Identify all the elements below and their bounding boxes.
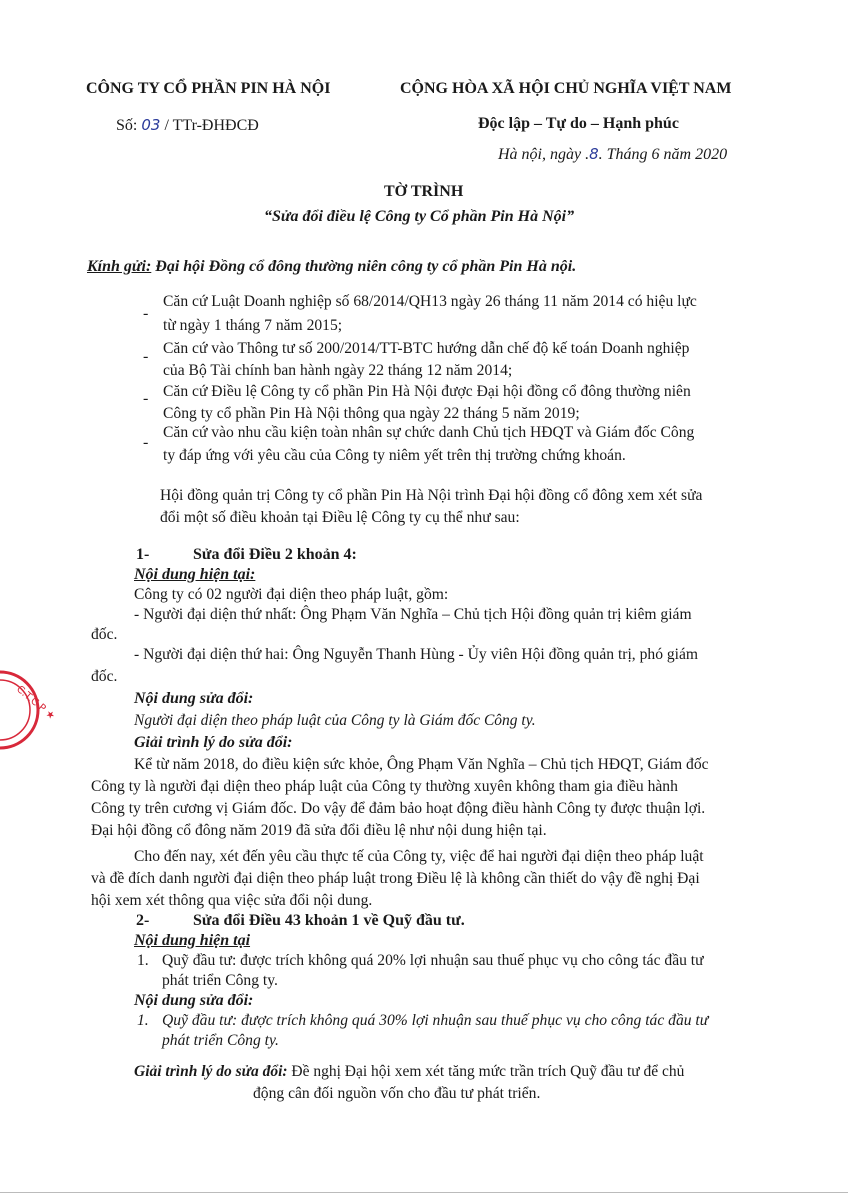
section-2-amended-line-2: phát triển Công ty. bbox=[162, 1032, 279, 1049]
date-prefix: Hà nội, ngày . bbox=[498, 146, 590, 163]
bullet-dash: - bbox=[143, 305, 149, 322]
section-1-reason-line-3: Công ty trên cương vị Giám đốc. Do vậy để đảm bảo hoạt động điều hành Công ty được thuận lợi. bbox=[91, 800, 706, 817]
section-1-reason-line-2: Công ty là người đại diện theo pháp luật của Công ty thường xuyên không tham gia điều hành bbox=[91, 778, 678, 795]
number-label: Số: bbox=[116, 117, 138, 134]
document-number bbox=[116, 116, 259, 135]
basis-2-line-1: Căn cứ vào Thông tư số 200/2014/TT-BTC hướng dẫn chế độ kế toán Doanh nghiệp bbox=[163, 340, 690, 357]
basis-2-line-2: của Bộ Tài chính ban hành ngày 22 tháng 12 năm 2014; bbox=[163, 362, 513, 379]
motto: Độc lập – Tự do – Hạnh phúc bbox=[478, 115, 679, 132]
company-seal-stamp bbox=[0, 650, 57, 770]
section-1-current-line-2: - Người đại diện thứ nhất: Ông Phạm Văn Nghĩa – Chủ tịch Hội đồng quản trị kiêm giám bbox=[134, 606, 692, 623]
nation-title: CỘNG HÒA XÃ HỘI CHỦ NGHĨA VIỆT NAM bbox=[400, 80, 732, 97]
section-1-reason-line-5: Cho đến nay, xét đến yêu cầu thực tế của Công ty, việc để hai người đại diện theo pháp luật bbox=[134, 848, 704, 865]
section-1-current-label: Nội dung hiện tại: bbox=[134, 566, 256, 583]
number-suffix: / TTr-ĐHĐCĐ bbox=[164, 117, 259, 134]
basis-4-line-1: Căn cứ vào nhu cầu kiện toàn nhân sự chức danh Chủ tịch HĐQT và Giám đốc Công bbox=[163, 424, 695, 441]
section-1-amended-text: Người đại diện theo pháp luật của Công ty là Giám đốc Công ty. bbox=[134, 712, 536, 729]
section-2-current-label: Nội dung hiện tại bbox=[134, 932, 251, 949]
section-1-current-line-1: Công ty có 02 người đại diện theo pháp luật, gồm: bbox=[134, 586, 449, 603]
recipient-text: Đại hội Đồng cổ đông thường niên công ty cổ phần Pin Hà nội. bbox=[151, 258, 577, 275]
section-2-number: 2- bbox=[136, 912, 150, 929]
section-2-current-line-2: phát triển Công ty. bbox=[162, 972, 278, 989]
basis-1-line-1: Căn cứ Luật Doanh nghiệp số 68/2014/QH13 ngày 26 tháng 11 năm 2014 có hiệu lực bbox=[163, 293, 697, 310]
basis-1-line-2: từ ngày 1 tháng 7 năm 2015; bbox=[163, 317, 343, 334]
basis-3-line-1: Căn cứ Điều lệ Công ty cổ phần Pin Hà Nội được Đại hội đồng cổ đông thường niên bbox=[163, 383, 691, 400]
section-1-reason-line-1: Kể từ năm 2018, do điều kiện sức khỏe, Ông Phạm Văn Nghĩa – Chủ tịch HĐQT, Giám đốc bbox=[134, 756, 709, 773]
section-2-reason-label: Giải trình lý do sửa đổi: bbox=[134, 1063, 288, 1080]
section-1-current-line-4: - Người đại diện thứ hai: Ông Nguyễn Thanh Hùng - Ủy viên Hội đồng quản trị, phó giám bbox=[134, 646, 699, 663]
section-1-heading: Sửa đổi Điều 2 khoản 4: bbox=[193, 546, 357, 563]
recipient bbox=[87, 258, 576, 276]
section-2-heading: Sửa đổi Điều 43 khoản 1 về Quỹ đầu tư. bbox=[193, 912, 465, 929]
section-2-amended-number: 1. bbox=[137, 1012, 149, 1029]
section-2-reason bbox=[134, 1063, 684, 1081]
section-2-reason-line-1: Đề nghị Đại hội xem xét tăng mức trần trích Quỹ đầu tư để chủ bbox=[287, 1063, 685, 1080]
section-1-reason-line-7: hội xem xét thông qua việc sửa đổi nội dung. bbox=[91, 892, 373, 909]
section-1-reason-line-4: Đại hội đồng cổ đông năm 2019 đã sửa đổi điều lệ như nội dung hiện tại. bbox=[91, 822, 547, 839]
company-name: CÔNG TY CỔ PHẦN PIN HÀ NỘI bbox=[86, 80, 331, 97]
intro-line-1: Hội đồng quản trị Công ty cổ phần Pin Hà Nội trình Đại hội đồng cổ đông xem xét sửa bbox=[160, 487, 703, 504]
handwritten-day: 8 bbox=[589, 145, 599, 163]
section-2-current-line-1: Quỹ đầu tư: được trích không quá 20% lợi nhuận sau thuế phục vụ cho công tác đầu tư bbox=[162, 952, 704, 969]
section-1-current-line-5: đốc. bbox=[91, 668, 118, 685]
section-2-amended-label: Nội dung sửa đổi: bbox=[134, 992, 254, 1009]
document-subtitle: “Sửa đổi điều lệ Công ty Cổ phần Pin Hà Nội” bbox=[264, 208, 575, 225]
section-1-reason-label: Giải trình lý do sửa đổi: bbox=[134, 734, 293, 751]
bullet-dash: - bbox=[143, 390, 149, 407]
section-1-amended-label: Nội dung sửa đổi: bbox=[134, 690, 254, 707]
document-date bbox=[498, 145, 727, 164]
section-1-current-line-3: đốc. bbox=[91, 626, 118, 643]
bullet-dash: - bbox=[143, 434, 149, 451]
document-title: TỜ TRÌNH bbox=[384, 183, 464, 200]
section-2-current-number: 1. bbox=[137, 952, 149, 969]
basis-3-line-2: Công ty cổ phần Pin Hà Nội thông qua ngày 22 tháng 5 năm 2019; bbox=[163, 405, 580, 422]
date-suffix: . Tháng 6 năm 2020 bbox=[598, 146, 728, 163]
section-2-amended-line-1: Quỹ đầu tư: được trích không quá 30% lợi nhuận sau thuế phục vụ cho công tác đầu tư bbox=[162, 1012, 709, 1029]
handwritten-number: 03 bbox=[141, 116, 161, 134]
section-2-reason-line-2: động cân đối nguồn vốn cho đầu tư phát triển. bbox=[253, 1085, 541, 1102]
intro-line-2: đổi một số điều khoản tại Điều lệ Công ty cụ thể như sau: bbox=[160, 509, 520, 526]
seal-text: C.T.C.P ★ bbox=[14, 683, 57, 723]
section-1-number: 1- bbox=[136, 546, 150, 563]
bullet-dash: - bbox=[143, 348, 149, 365]
basis-4-line-2: ty đáp ứng với yêu cầu của Công ty niêm yết trên thị trường chứng khoán. bbox=[163, 447, 626, 464]
section-1-reason-line-6: và đề đích danh người đại diện theo pháp luật trong Điều lệ là không cần thiết do vậy đề nghị Đại bbox=[91, 870, 700, 887]
page-bottom-edge bbox=[0, 1192, 848, 1193]
recipient-label: Kính gửi: bbox=[87, 258, 152, 275]
